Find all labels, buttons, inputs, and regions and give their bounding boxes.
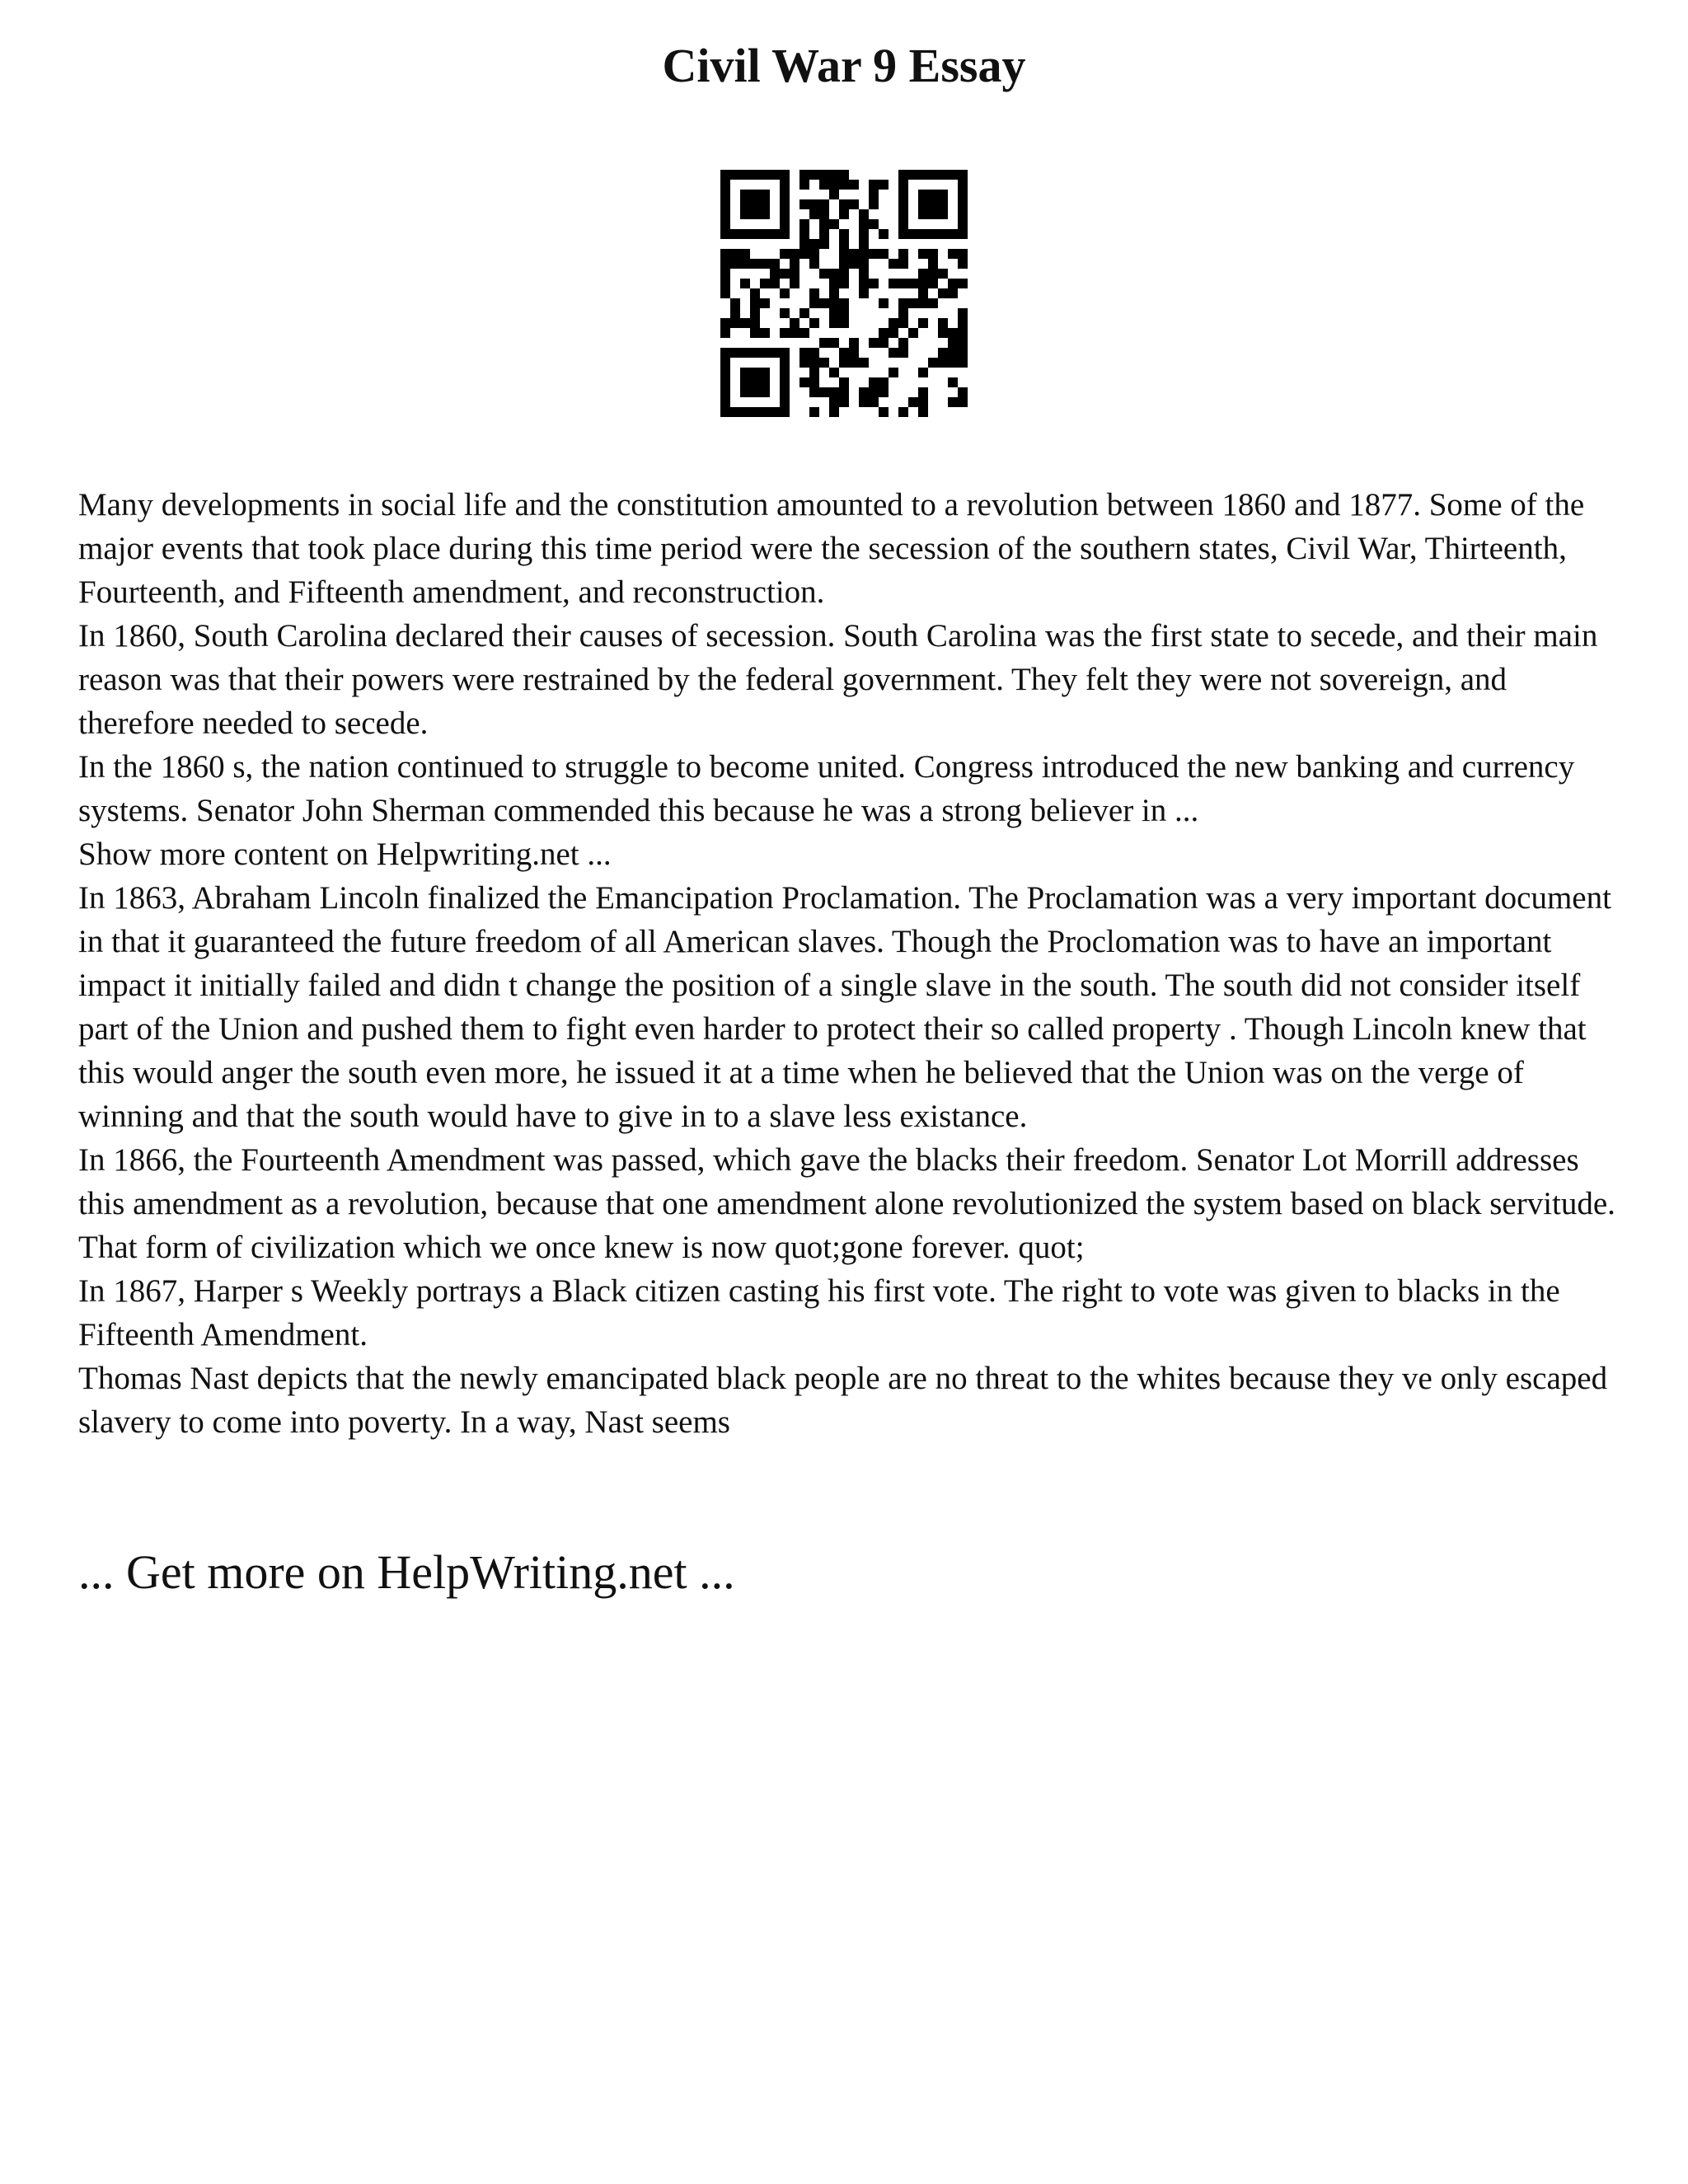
- paragraph: Thomas Nast depicts that the newly emancipated black people are no threat to the whites because they ve only escaped slavery to come into poverty. In a way, Nast seems: [78, 1361, 1608, 1440]
- paragraph: In the 1860 s, the nation continued to struggle to become united. Congress introduced the new banking and currency systems. Senator John Sherman commended this because he was a strong believer in ...: [78, 749, 1575, 828]
- get-more-link[interactable]: ... Get more on HelpWriting.net ...: [78, 1545, 735, 1599]
- show-more-link[interactable]: Show more content on Helpwriting.net ...: [78, 837, 612, 872]
- paragraph: In 1860, South Carolina declared their causes of secession. South Carolina was the first state to secede, and their main reason was that their powers were restrained by the federal government. They felt they were not sovereign, and therefore needed to secede.: [78, 618, 1598, 741]
- paragraph: In 1867, Harper s Weekly portrays a Black citizen casting his first vote. The right to vote was given to blacks in the Fifteenth Amendment.: [78, 1273, 1560, 1352]
- paragraph: In 1866, the Fourteenth Amendment was passed, which gave the blacks their freedom. Senator Lot Morrill addresses this amendment as a revolution, because that one amendment alone revolutionized the system based on black servitude. That form of civilization which we once knew is now quot;gone forever. quot;: [78, 1142, 1615, 1265]
- qr-code-icon: [720, 170, 968, 417]
- essay-body: [78, 483, 1628, 1444]
- paragraph: Many developments in social life and the constitution amounted to a revolution between 1860 and 1877. Some of the major events that took place during this time period were the secession of the southern states, Civil War, Thirteenth, Fourteenth, and Fifteenth amendment, and reconstruction.: [78, 487, 1585, 610]
- paragraph: In 1863, Abraham Lincoln finalized the Emancipation Proclamation. The Proclamation was a very important document in that it guaranteed the future freedom of all American slaves. Though the Proclomation was to have an important impact it initially failed and didn t change the position of a single slave in the south. The south did not consider itself part of the Union and pushed them to fight even harder to protect their so called property . Though Lincoln knew that this would anger the south even more, he issued it at a time when he believed that the Union was on the verge of winning and that the south would have to give in to a slave less existance.: [78, 880, 1611, 1134]
- document-title: Civil War 9 Essay: [662, 39, 1026, 92]
